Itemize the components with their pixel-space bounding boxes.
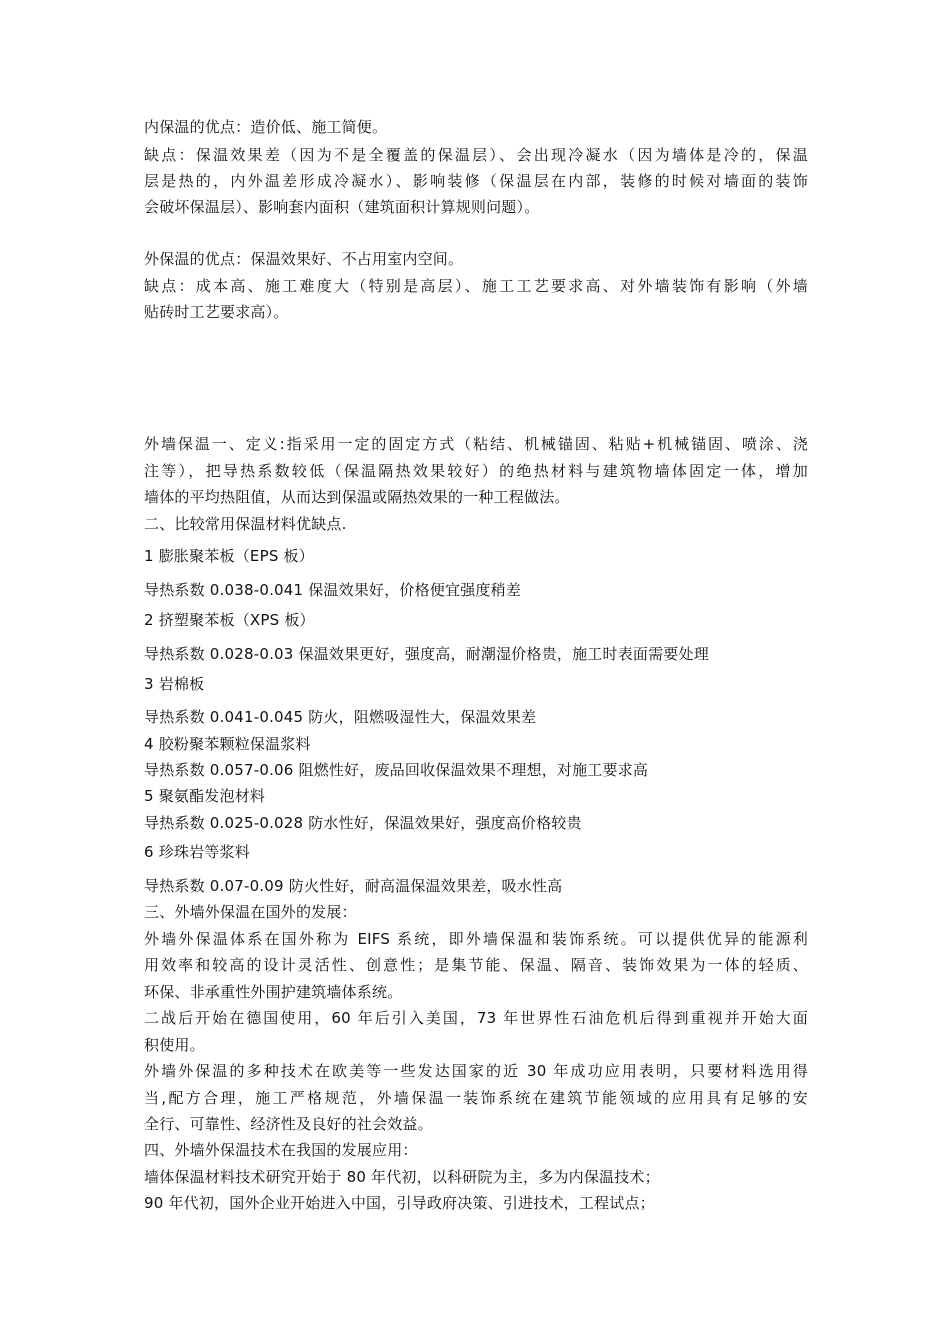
material-description: 导热系数 0.07-0.09 防火性好，耐高温保温效果差，吸水性高: [144, 877, 563, 895]
text-line: 外墙外保温的多种技术在欧美等一些发达国家的近 30 年成功应用表明，只要材料选用得: [144, 1062, 808, 1080]
text-line: 环保、非承重性外围护建筑墙体系统。: [144, 983, 403, 1001]
text-line: 贴砖时工艺要求高）。: [144, 303, 289, 321]
material-title: 3 岩棉板: [144, 675, 205, 693]
text-line: 内保温的优点：造价低、施工简便。: [144, 118, 388, 136]
text-line: 缺点：成本高、施工难度大（特别是高层）、施工工艺要求高、对外墙装饰有影响（外墙: [144, 277, 808, 295]
material-title: 2 挤塑聚苯板（XPS 板）: [144, 611, 315, 629]
material-description: 导热系数 0.028-0.03 保温效果更好，强度高，耐潮湿价格贵，施工时表面需要处理: [144, 645, 709, 663]
material-description: 导热系数 0.041-0.045 防火，阻燃吸湿性大，保温效果差: [144, 708, 537, 726]
text-line: 墙体保温材料技术研究开始于 80 年代初，以科研院为主，多为内保温技术；: [144, 1168, 660, 1186]
material-description: 导热系数 0.038-0.041 保温效果好，价格便宜强度稍差: [144, 581, 522, 599]
text-line: 层是热的，内外温差形成冷凝水）、影响装修（保温层在内部，装修的时候对墙面的装饰: [144, 172, 808, 190]
material-title: 1 膨胀聚苯板（EPS 板）: [144, 547, 314, 565]
text-line: 外墙保温一、定义:指采用一定的固定方式（粘结、机械锚固、粘贴+机械锚固、喷涂、浇: [144, 435, 808, 453]
text-line: 当,配方合理，施工严格规范，外墙保温一装饰系统在建筑节能领域的应用具有足够的安: [144, 1089, 808, 1107]
text-line: 全行、可靠性、经济性及良好的社会效益。: [144, 1115, 433, 1133]
text-line: 二战后开始在德国使用，60 年后引入美国，73 年世界性石油危机后得到重视并开始大面: [144, 1009, 808, 1027]
material-description: 导热系数 0.025-0.028 防水性好，保温效果好，强度高价格较贵: [144, 814, 582, 832]
text-line: 墙体的平均热阻值，从而达到保温或隔热效果的一种工程做法。: [144, 488, 570, 506]
text-line: 外保温的优点：保温效果好、不占用室内空间。: [144, 250, 464, 268]
section-heading: 三、外墙外保温在国外的发展：: [144, 903, 357, 921]
text-line: 90 年代初，国外企业开始进入中国，引导政府决策、引进技术，工程试点；: [144, 1194, 655, 1212]
text-line: 会破坏保温层）、影响套内面积（建筑面积计算规则问题）。: [144, 198, 540, 216]
text-line: 注等），把导热系数较低（保温隔热效果较好）的绝热材料与建筑物墙体固定一体，增加: [144, 462, 808, 480]
material-title: 4 胶粉聚苯颗粒保温浆料: [144, 735, 311, 753]
text-line: 外墙外保温体系在国外称为 EIFS 系统，即外墙保温和装饰系统。可以提供优异的能源利: [144, 930, 808, 948]
material-title: 6 珍珠岩等浆料: [144, 843, 250, 861]
material-title: 5 聚氨酯发泡材料: [144, 787, 266, 805]
section-heading: 二、比较常用保温材料优缺点.: [144, 515, 347, 533]
section-heading: 四、外墙外保温技术在我国的发展应用：: [144, 1141, 418, 1159]
text-line: 用效率和较高的设计灵活性、创意性；是集节能、保温、隔音、装饰效果为一体的轻质、: [144, 956, 808, 974]
material-description: 导热系数 0.057-0.06 阻燃性好，废品回收保温效果不理想，对施工要求高: [144, 761, 649, 779]
text-line: 缺点：保温效果差（因为不是全覆盖的保温层）、会出现冷凝水（因为墙体是冷的，保温: [144, 146, 808, 164]
text-line: 积使用。: [144, 1036, 205, 1054]
